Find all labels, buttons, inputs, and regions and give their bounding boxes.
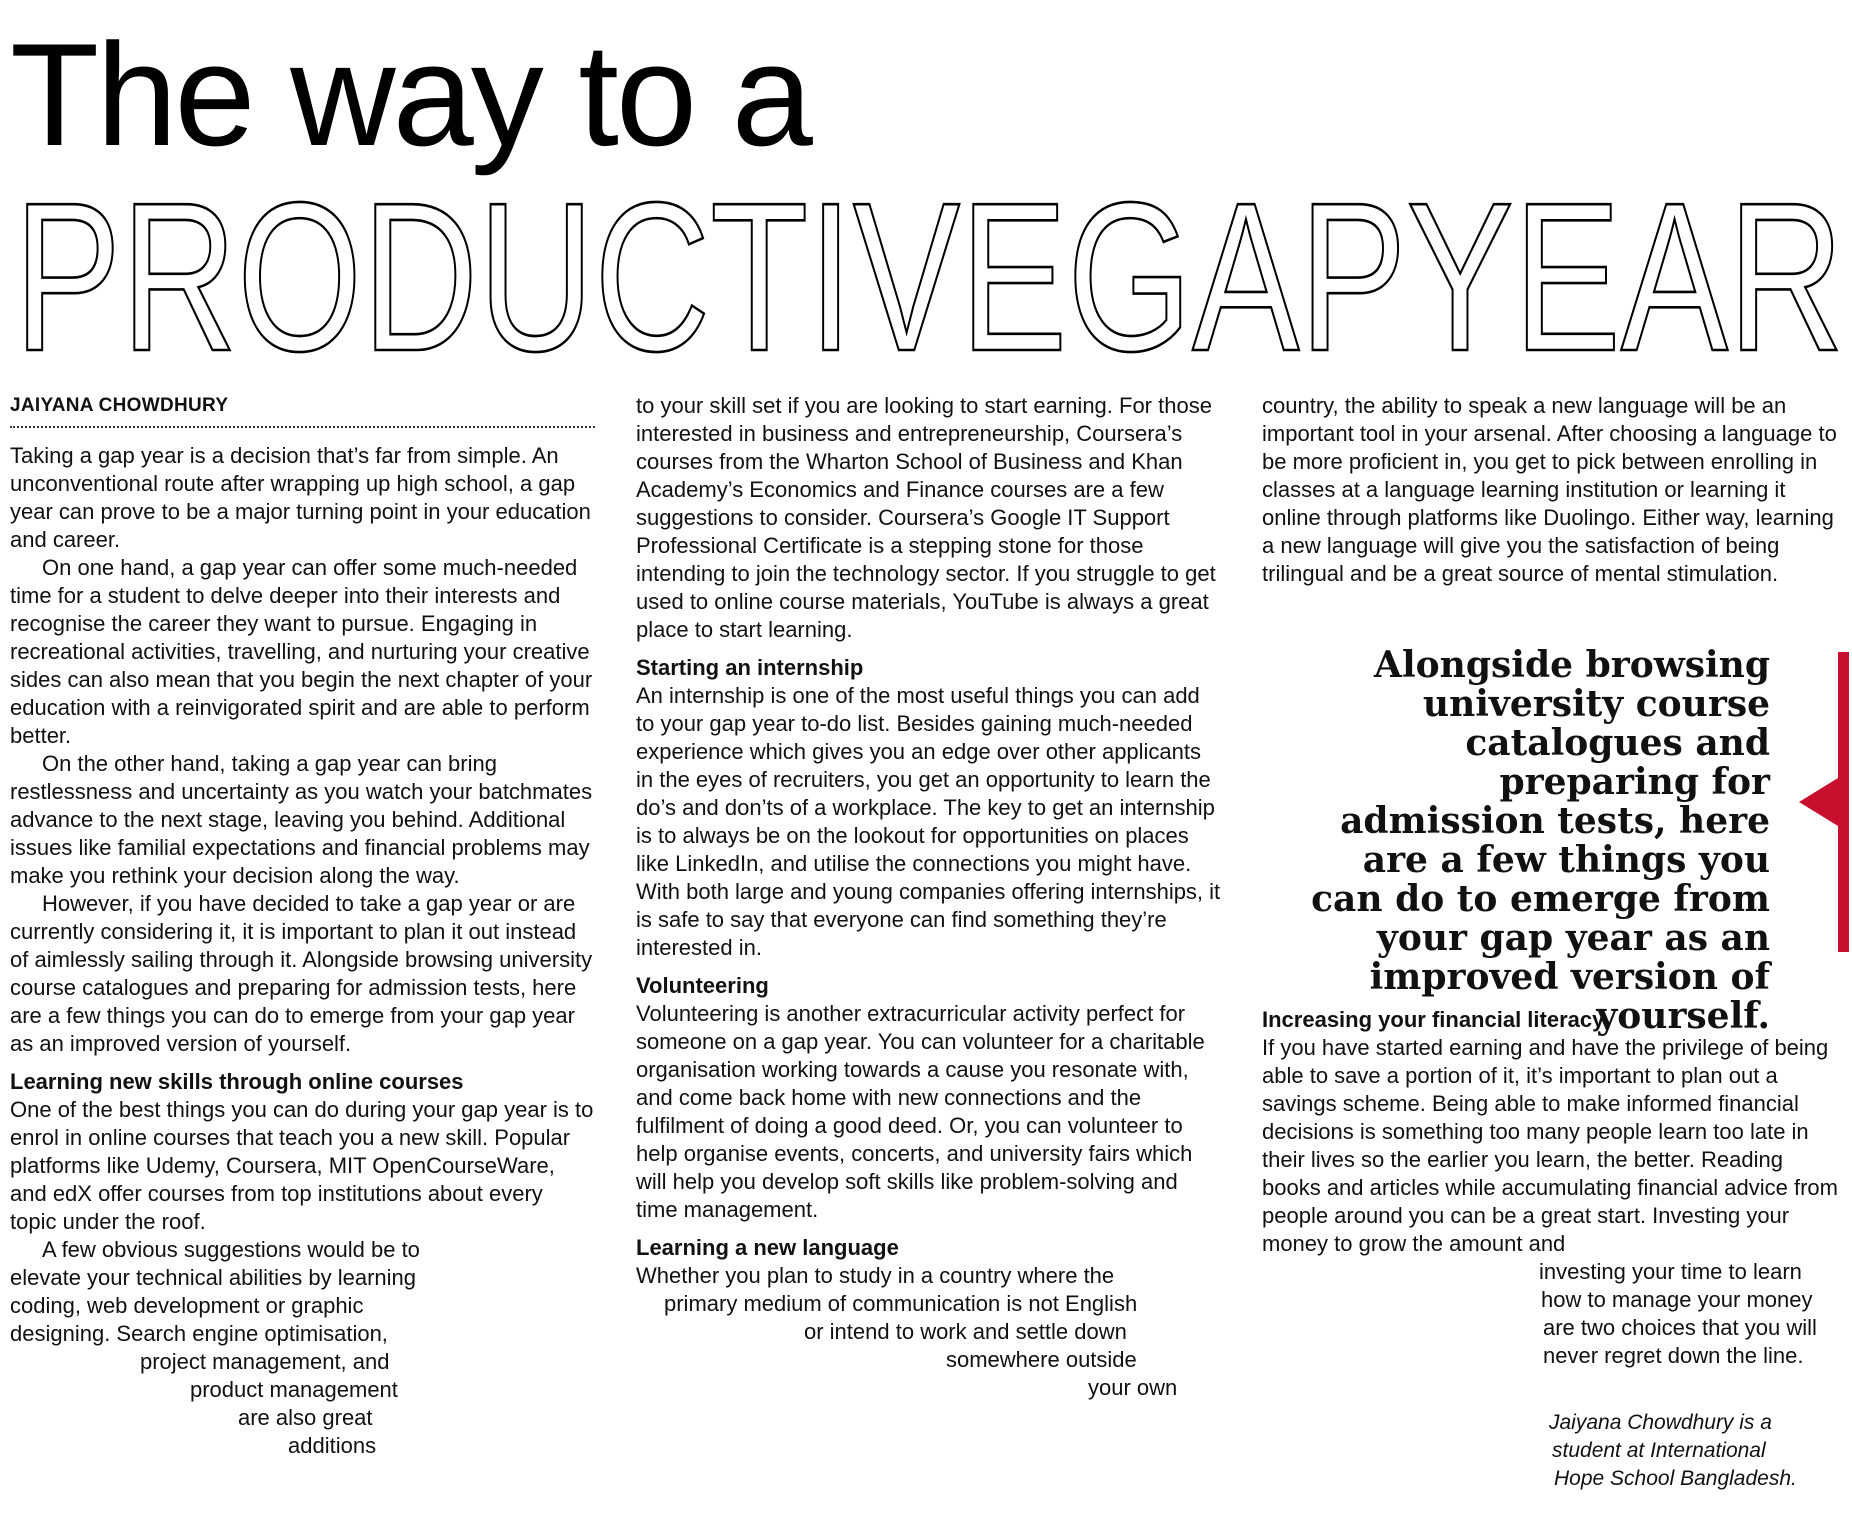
text-line: or intend to work and settle down (804, 1319, 1127, 1344)
headline-line-2 (0, 195, 1852, 365)
pull-quote: Alongside browsing university course catalogues and preparing for admission tests, here are a few things you can do to emerge from your gap year as an improved version of yourself. (1311, 644, 1770, 1037)
headline-outline-text: PRODUCTIVEGAPYEAR (14, 195, 1844, 365)
text-line: your own (1088, 1375, 1178, 1400)
paragraph: Volunteering is another extracurricular activity perfect for someone on a gap year. You can volunteer for a charitable organisation working towards a cause you resonate with, and come back home with new connections and the fulfilment of doing a good deed. Or, you can volunteer to help organise events, concerts, and university fairs which will help you develop soft skills like problem-solving and time management. (636, 1001, 1205, 1222)
author-credit (1549, 1409, 1797, 1493)
byline: JAIYANA CHOWDHURY (10, 395, 229, 416)
paragraph: On one hand, a gap year can offer some much-needed time for a student to delve deeper into their interests and recognise the career they want to pursue. Engaging in recreational activities, travelling, and nurturing your creative sides can also mean that you begin the next chapter of your education with a reinvigorated spirit and are able to perform better. (10, 555, 593, 748)
paragraph: However, if you have decided to take a gap year or are currently considering it, it is important to plan it out instead of aimlessly sailing through it. Alongside browsing university course catalogues and preparing for admission tests, here are a few things you can do to emerge from your gap year as an improved version of yourself. (10, 891, 593, 1056)
text-line: A few obvious suggestions would be to (42, 1237, 420, 1262)
shaped-paragraph (1262, 1258, 1847, 1370)
subheading-online-courses: Learning new skills through online courses (10, 1069, 464, 1094)
paragraph: An internship is one of the most useful things you can add to your gap year to-do list. Besides gaining much-needed experience which gives you an edge over other applicants in the eyes of recruiters, you get an opportunity to learn the do’s and don’ts of a workplace. The key to get an internship is to always be on the lookout for opportunities on places like LinkedIn, and utilise the connections you might have. With both large and young companies offering internships, it is safe to say that everyone can find something they’re interested in. (636, 683, 1221, 960)
text-line: never regret down the line. (1543, 1343, 1804, 1368)
shaped-paragraph (10, 1236, 595, 1460)
subheading-volunteering: Volunteering (636, 973, 769, 998)
paragraph: On the other hand, taking a gap year can bring restlessness and uncertainty as you watch your batchmates advance to the next stage, leaving you behind. Additional issues like familial expectations and financial problems may make you rethink your decision along the way. (10, 751, 593, 888)
subheading-financial-literacy: Increasing your financial literacy (1262, 1007, 1605, 1032)
intro-paragraph: Taking a gap year is a decision that’s far from simple. An unconventional route after wrapping up high school, a gap year can prove to be a major turning point in your education and career. (10, 443, 591, 552)
text-line: coding, web development or graphic (10, 1293, 364, 1318)
column-1 (10, 392, 595, 1460)
text-line: designing. Search engine optimisation, (10, 1321, 388, 1346)
text-line: additions (288, 1433, 377, 1458)
text-line: primary medium of communication is not English (664, 1291, 1138, 1316)
paragraph: If you have started earning and have the privilege of being able to save a portion of it, it’s important to plan out a savings scheme. Being able to make informed financial decisions is something too many people learn too late in their lives so the earlier you learn, the better. Reading books and articles while accumulating financial advice from people around you can be a great start. Investing your money to grow the amount and (1262, 1035, 1838, 1256)
pull-quote-marker-icon (1799, 652, 1849, 952)
text-line: investing your time to learn (1539, 1259, 1802, 1284)
paragraph: to your skill set if you are looking to start earning. For those interested in business and entrepreneurship, Coursera’s courses from the Wharton School of Business and Khan Academy’s Economics and Finance courses are a few suggestions to consider. Coursera’s Google IT Support Professional Certificate is a stepping stone for those intending to join the technology sector. If you struggle to get used to online course materials, YouTube is always a great place to start learning. (636, 393, 1216, 642)
text-line: elevate your technical abilities by learning (10, 1265, 417, 1290)
subheading-internship: Starting an internship (636, 655, 864, 680)
paragraph: country, the ability to speak a new language will be an important tool in your arsenal. After choosing a language to be more proficient in, you get to pick between enrolling in classes at a language learning institution or learning it online through platforms like Duolingo. Either way, learning a new language will give you the satisfaction of being trilingual and be a great source of mental stimulation. (1262, 393, 1837, 586)
text-line: project management, and (140, 1349, 390, 1374)
credit-line: Hope School Bangladesh. (1554, 1467, 1797, 1490)
text-line: product management (190, 1377, 398, 1402)
text-line: how to manage your money (1541, 1287, 1813, 1312)
credit-line: student at International (1552, 1439, 1766, 1462)
shaped-paragraph (636, 1262, 1221, 1402)
credit-line: Jaiyana Chowdhury is a (1549, 1411, 1772, 1434)
column-2 (636, 392, 1221, 1402)
headline-line-1: The way to a (10, 13, 810, 176)
paragraph: One of the best things you can do during your gap year is to enrol in online courses that teach you a new skill. Popular platforms like Udemy, Coursera, MIT OpenCourseWare, and edX offer courses from top institutions about every topic under the roof. (10, 1097, 594, 1234)
text-line: are also great (238, 1405, 373, 1430)
text-line: Whether you plan to study in a country where the (636, 1263, 1115, 1288)
subheading-language: Learning a new language (636, 1235, 899, 1260)
text-line: somewhere outside (946, 1347, 1137, 1372)
byline-divider (10, 426, 595, 428)
text-line: are two choices that you will (1543, 1315, 1817, 1340)
